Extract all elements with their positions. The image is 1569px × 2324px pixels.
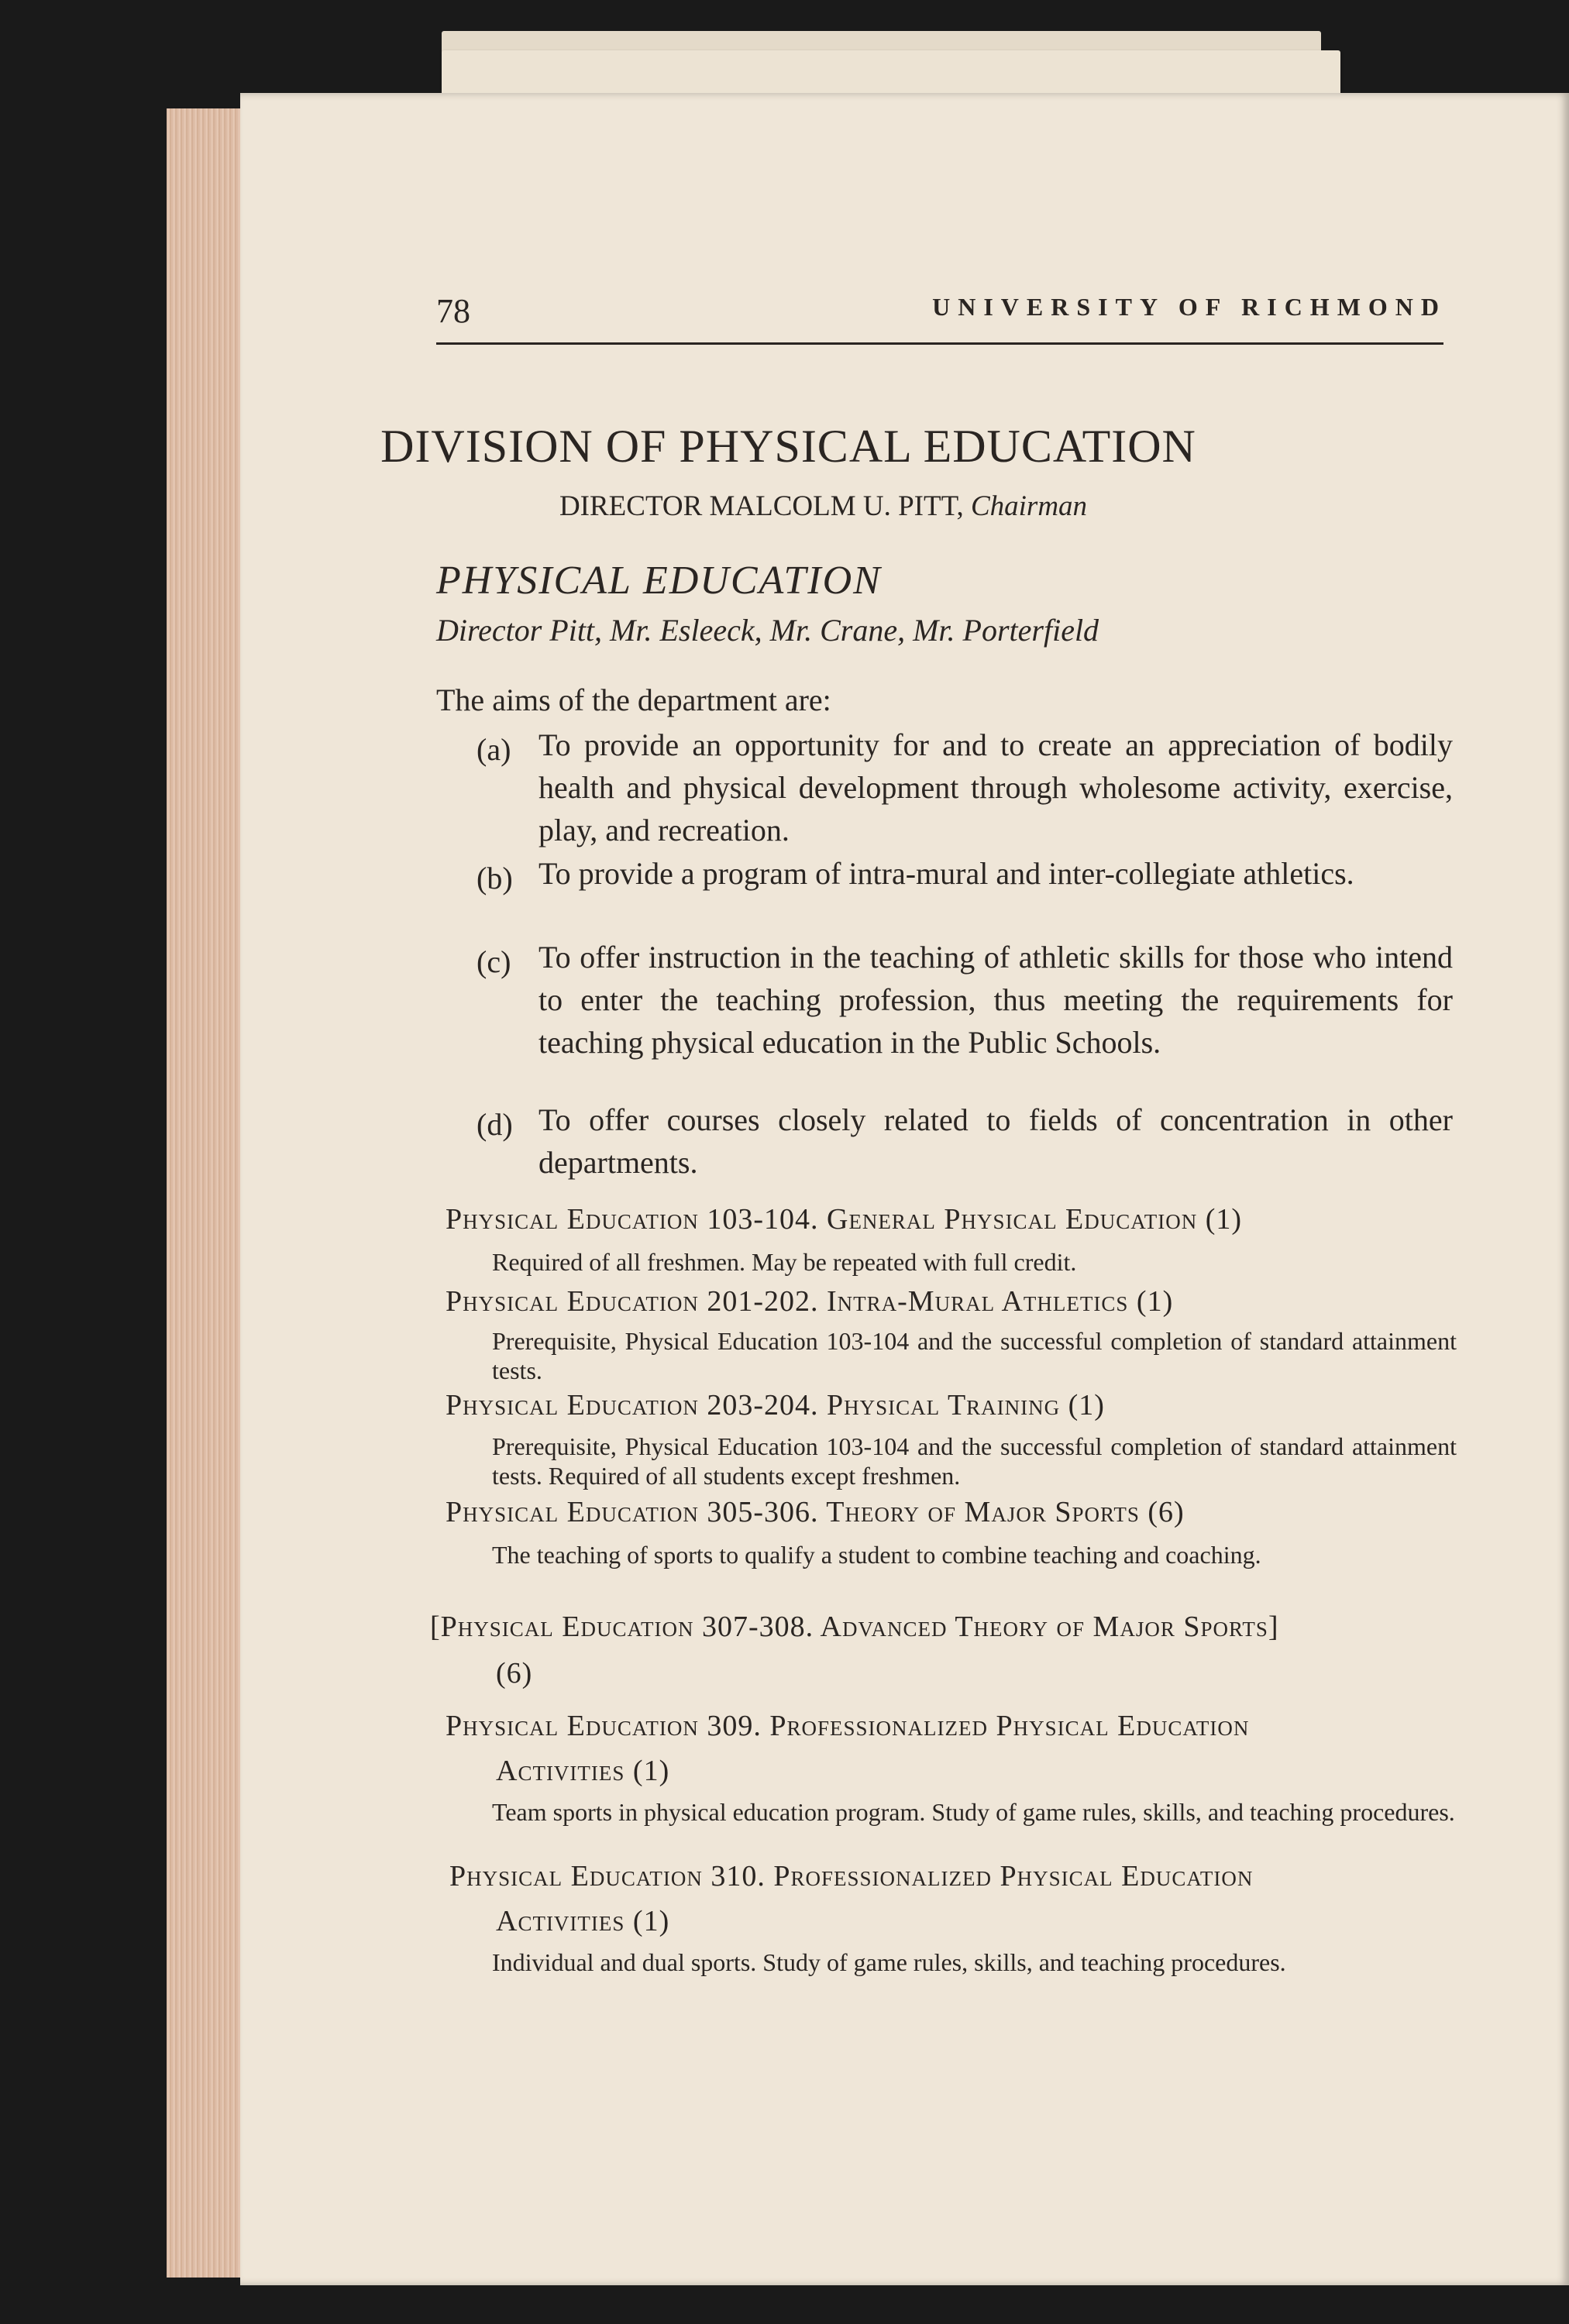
- course-description: Individual and dual sports. Study of game rules, skills, and teaching procedures.: [492, 1948, 1286, 1976]
- division-chair: [0, 490, 1569, 523]
- course-description: Prerequisite, Physical Education 103-104 and the successful completion of standard attainment tests. Required of all students except freshmen.: [492, 1432, 1457, 1490]
- aim-label: (c): [477, 944, 511, 979]
- section-title: PHYSICAL EDUCATION: [436, 559, 882, 603]
- course-heading-continued: Activities (1): [496, 1755, 670, 1787]
- running-head: UNIVERSITY OF RICHMOND: [932, 293, 1447, 321]
- aim-text: To provide a program of intra-mural and inter-collegiate athletics.: [538, 856, 1354, 891]
- chair-role: Chairman: [970, 490, 1088, 522]
- course-heading: Physical Education 305-306. Theory of Major Sports (6): [446, 1496, 1185, 1528]
- aim-text: To offer courses closely related to fields of concentration in other departments.: [538, 1102, 1453, 1180]
- header-rule: [436, 342, 1443, 345]
- course-heading-continued: Activities (1): [496, 1905, 670, 1937]
- aims-intro: The aims of the department are:: [436, 682, 831, 717]
- faculty-list: Director Pitt, Mr. Esleeck, Mr. Crane, Mr. Porterfield: [436, 613, 1099, 648]
- course-heading: Physical Education 201-202. Intra-Mural Athletics (1): [446, 1285, 1174, 1318]
- course-heading: Physical Education 103-104. General Physical Education (1): [446, 1203, 1243, 1236]
- chair-name: DIRECTOR MALCOLM U. PITT,: [559, 490, 971, 522]
- course-heading: [Physical Education 307-308. Advanced Theory of Major Sports]: [430, 1611, 1279, 1643]
- page-number: 78: [436, 292, 470, 330]
- division-title: DIVISION OF PHYSICAL EDUCATION: [380, 421, 1196, 472]
- course-heading: Physical Education 309. Professionalized Physical Education: [446, 1710, 1250, 1742]
- aim-label: (b): [477, 861, 513, 896]
- course-description: Team sports in physical education program. Study of game rules, skills, and teaching procedures.: [492, 1798, 1455, 1826]
- course-description: Prerequisite, Physical Education 103-104 and the successful completion of standard attainment tests.: [492, 1327, 1457, 1384]
- course-heading: Physical Education 203-204. Physical Training (1): [446, 1389, 1105, 1422]
- course-heading-continued: (6): [496, 1657, 533, 1690]
- aim-label: (d): [477, 1107, 513, 1142]
- course-description: The teaching of sports to qualify a student to combine teaching and coaching.: [492, 1541, 1261, 1569]
- aim-label: (a): [477, 732, 511, 767]
- course-heading: Physical Education 310. Professionalized Physical Education: [449, 1860, 1254, 1893]
- course-description: Required of all freshmen. May be repeated with full credit.: [492, 1248, 1077, 1276]
- aim-text: To provide an opportunity for and to create an appreciation of bodily health and physical development through wholesome activity, exercise, play, and recreation.: [538, 727, 1453, 847]
- aim-text: To offer instruction in the teaching of athletic skills for those who intend to enter the teaching profession, thus meeting the requirements for teaching physical education in the Public Schools.: [538, 940, 1453, 1060]
